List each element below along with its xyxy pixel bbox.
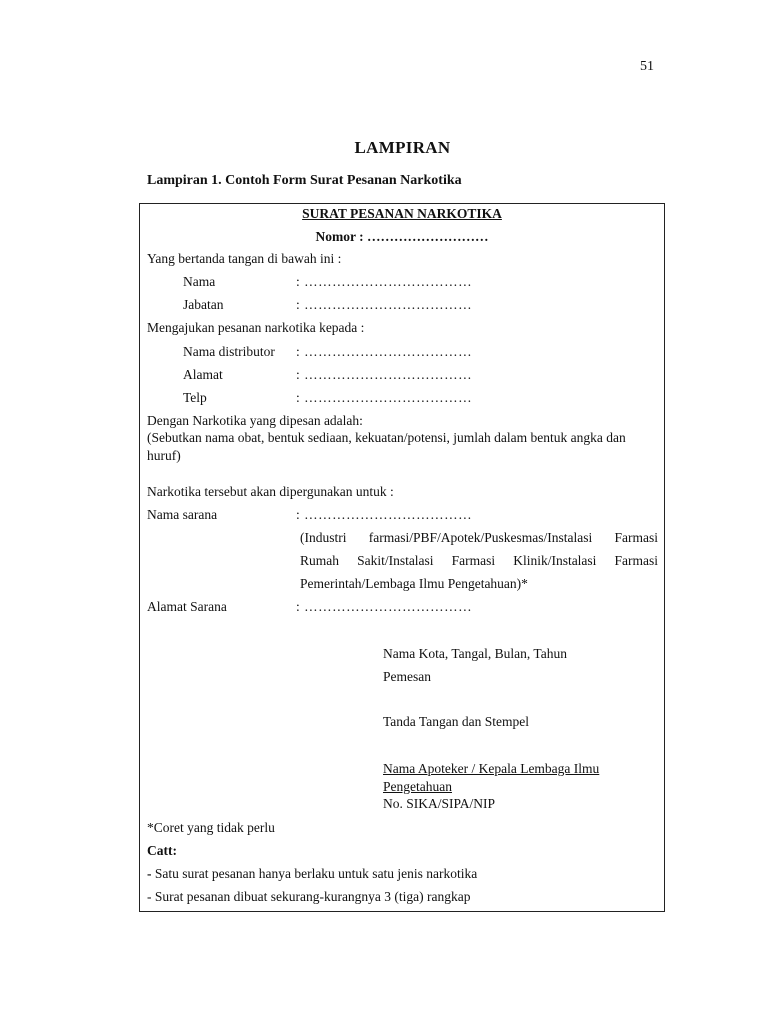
field-label-distributor: Nama distributor: [183, 344, 275, 359]
page-title: LAMPIRAN: [354, 138, 451, 157]
usage-heading: Narkotika tersebut akan dipergunakan untuk :: [147, 484, 394, 499]
signature-name-line-1: Nama Apoteker / Kepala Lembaga Ilmu: [383, 761, 600, 776]
ordered-note-line-2: huruf): [147, 448, 181, 463]
form-number: Nomor : ………………………: [315, 229, 489, 244]
field-label-nama: Nama: [183, 274, 216, 289]
field-label-jabatan: Jabatan: [183, 297, 224, 312]
ordered-note-line-1: (Sebutkan nama obat, bentuk sediaan, kekuatan/potensi, jumlah dalam bentuk angka dan: [147, 430, 626, 445]
sarana-options-line-1: (Industri farmasi/PBF/Apotek/Puskesmas/Instalasi Farmasi: [300, 530, 658, 545]
alamat-sarana-label: Alamat Sarana: [147, 599, 227, 614]
signature-sign-stamp: Tanda Tangan dan Stempel: [383, 714, 529, 729]
note-item-1: [147, 866, 477, 882]
footnote: *Coret yang tidak perlu: [147, 820, 275, 835]
form-title: SURAT PESANAN NARKOTIKA: [302, 206, 502, 221]
page-subtitle: Lampiran 1. Contoh Form Surat Pesanan Narkotika: [147, 173, 462, 188]
field-value-telp: : ………………………………: [296, 390, 473, 405]
signature-name-line-2: Pengetahuan: [383, 779, 452, 794]
field-label-alamat: Alamat: [183, 367, 223, 382]
nama-sarana-value: : ………………………………: [296, 507, 473, 522]
alamat-sarana-value: : ………………………………: [296, 599, 473, 614]
signature-place-date: Nama Kota, Tangal, Bulan, Tahun: [383, 646, 567, 661]
order-to-text: Mengajukan pesanan narkotika kepada :: [147, 320, 365, 335]
intro-text: Yang bertanda tangan di bawah ini :: [147, 251, 342, 266]
note-item-1-text: Satu surat pesanan hanya berlaku untuk satu jenis narkotika: [151, 866, 478, 881]
signature-role: Pemesan: [383, 669, 431, 684]
field-value-nama: : ………………………………: [296, 274, 473, 289]
signature-id-line: No. SIKA/SIPA/NIP: [383, 796, 496, 811]
field-value-distributor: : ………………………………: [296, 344, 473, 359]
notes-heading: Catt:: [147, 843, 177, 858]
note-item-1-dash: -: [147, 866, 152, 881]
field-value-alamat: : ………………………………: [296, 367, 473, 382]
note-item-2: - Surat pesanan dibuat sekurang-kurangnya 3 (tiga) rangkap: [147, 889, 471, 904]
field-label-telp: Telp: [183, 390, 207, 405]
field-value-jabatan: : ………………………………: [296, 297, 473, 312]
page-number: 51: [640, 59, 654, 74]
nama-sarana-label: Nama sarana: [147, 507, 218, 522]
sarana-options-line-3: Pemerintah/Lembaga Ilmu Pengetahuan)*: [300, 576, 528, 591]
sarana-options-line-2: Rumah Sakit/Instalasi Farmasi Klinik/Instalasi Farmasi: [300, 553, 658, 568]
ordered-heading: Dengan Narkotika yang dipesan adalah:: [147, 413, 363, 428]
